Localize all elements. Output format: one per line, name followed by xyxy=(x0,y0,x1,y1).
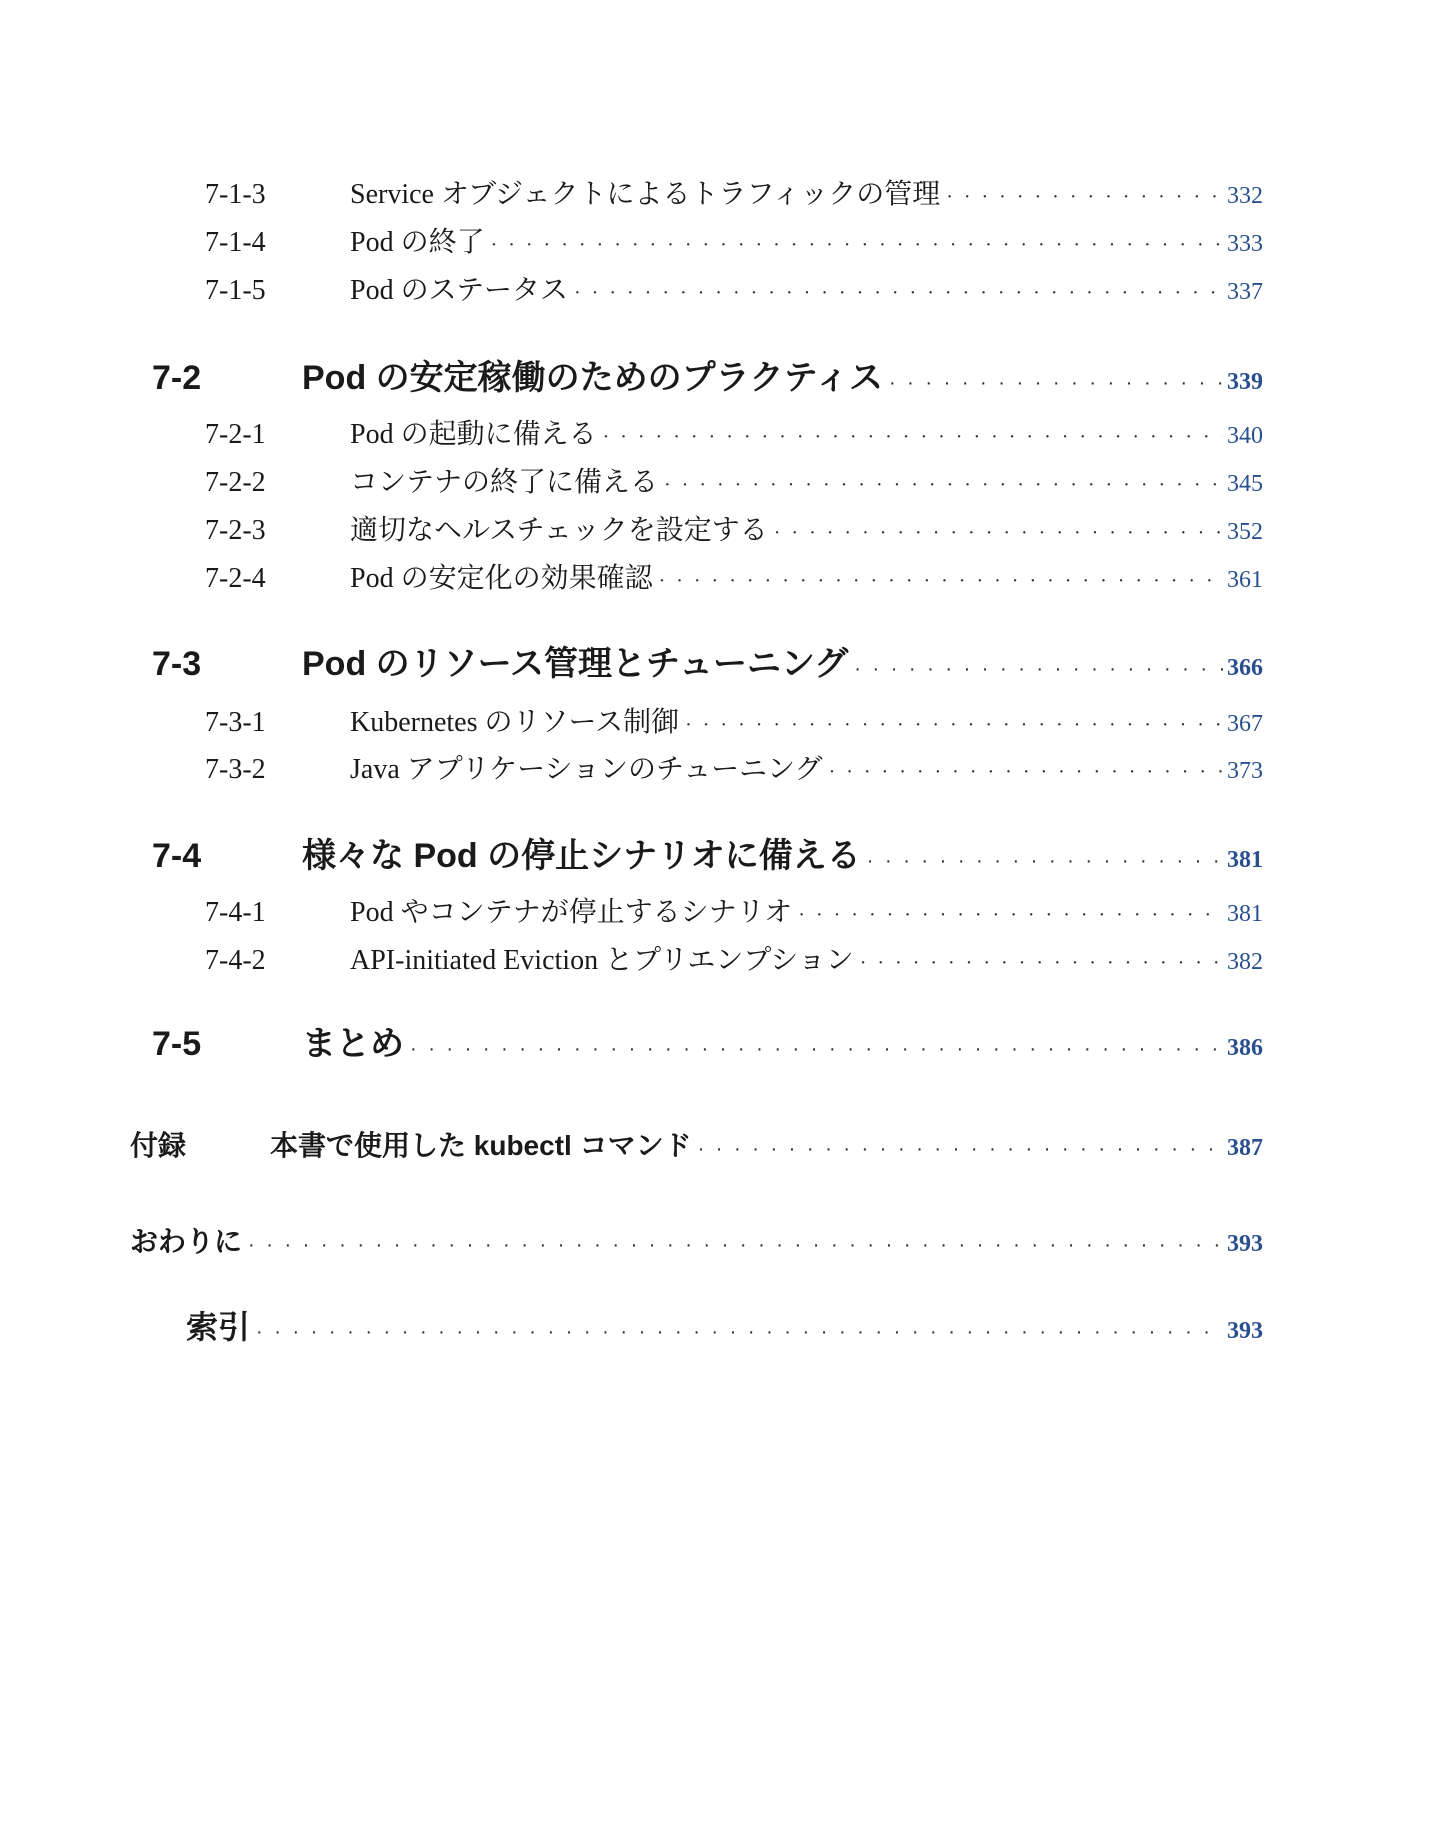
dot-leader xyxy=(248,1234,1223,1257)
section-title: 様々な Pod の停止シナリオに備える xyxy=(302,837,861,875)
section-number: 7-2 xyxy=(152,359,202,397)
dot-leader xyxy=(574,282,1223,305)
dot-leader xyxy=(664,474,1223,497)
section-title: Pod のリソース管理とチューニング xyxy=(302,645,849,683)
toc-appendix[interactable] xyxy=(130,1124,1263,1164)
entry-page: 340 xyxy=(1227,423,1263,449)
entry-number: 7-3-1 xyxy=(205,707,266,738)
section-number: 7-3 xyxy=(152,645,202,683)
toc-entry-7-2-4[interactable] xyxy=(205,556,1263,596)
toc-entry-7-3-1[interactable] xyxy=(205,700,1263,740)
section-page: 386 xyxy=(1227,1035,1263,1061)
section-number: 7-4 xyxy=(152,837,202,875)
entry-title: Service オブジェクトによるトラフィックの管理 xyxy=(350,179,941,210)
toc-entry-7-1-3[interactable] xyxy=(205,172,1263,212)
toc-entry-7-1-4[interactable] xyxy=(205,220,1263,260)
entry-title: Pod の安定化の効果確認 xyxy=(350,563,653,594)
section-page: 339 xyxy=(1227,369,1263,395)
dot-leader xyxy=(867,850,1223,873)
entry-number: 7-4-1 xyxy=(205,897,266,928)
dot-leader xyxy=(659,570,1223,593)
appendix-title: 本書で使用した kubectl コマンド xyxy=(270,1130,692,1161)
dot-leader xyxy=(854,658,1223,681)
dot-leader xyxy=(256,1321,1223,1344)
index-title: 索引 xyxy=(186,1309,251,1345)
dot-leader xyxy=(798,904,1223,927)
entry-title: Pod のステータス xyxy=(350,275,569,306)
section-title: まとめ xyxy=(302,1025,404,1063)
dot-leader xyxy=(946,186,1223,209)
toc-entry-7-2-2[interactable] xyxy=(205,460,1263,500)
entry-page: 345 xyxy=(1227,471,1263,497)
entry-number: 7-3-2 xyxy=(205,754,266,785)
entry-page: 367 xyxy=(1227,711,1263,737)
section-title: Pod の安定稼働のためのプラクティス xyxy=(302,359,883,397)
toc-section-7-5[interactable] xyxy=(152,1016,1263,1065)
appendix-label: 付録 xyxy=(130,1130,187,1161)
appendix-page: 387 xyxy=(1227,1135,1263,1161)
entry-page: 361 xyxy=(1227,567,1263,593)
index-page: 393 xyxy=(1227,1318,1263,1344)
entry-title: Pod やコンテナが停止するシナリオ xyxy=(350,897,793,928)
entry-number: 7-2-3 xyxy=(205,515,266,546)
dot-leader xyxy=(889,372,1223,395)
dot-leader xyxy=(774,522,1223,545)
toc-section-7-3[interactable] xyxy=(152,636,1263,685)
entry-page: 373 xyxy=(1227,758,1263,784)
toc-entry-7-1-5[interactable] xyxy=(205,268,1263,308)
entry-number: 7-2-1 xyxy=(205,419,266,450)
entry-title: Kubernetes のリソース制御 xyxy=(350,707,680,738)
entry-page: 381 xyxy=(1227,901,1263,927)
toc-section-7-4[interactable] xyxy=(152,828,1263,877)
entry-title: コンテナの終了に備える xyxy=(350,467,659,498)
entry-page: 337 xyxy=(1227,279,1263,305)
dot-leader xyxy=(860,952,1223,975)
section-page: 381 xyxy=(1227,847,1263,873)
entry-number: 7-2-2 xyxy=(205,467,266,498)
section-number: 7-5 xyxy=(152,1025,202,1063)
dot-leader xyxy=(698,1138,1223,1161)
dot-leader xyxy=(829,761,1223,784)
afterword-page: 393 xyxy=(1227,1231,1263,1257)
dot-leader xyxy=(685,714,1223,737)
entry-number: 7-1-3 xyxy=(205,179,266,210)
toc-entry-7-2-3[interactable] xyxy=(205,508,1263,548)
afterword-title: おわりに xyxy=(130,1226,243,1257)
entry-number: 7-1-4 xyxy=(205,227,266,258)
toc-afterword[interactable] xyxy=(130,1220,1263,1260)
entry-page: 352 xyxy=(1227,519,1263,545)
entry-page: 333 xyxy=(1227,231,1263,257)
toc-index[interactable] xyxy=(186,1302,1263,1348)
dot-leader xyxy=(410,1038,1223,1061)
dot-leader xyxy=(491,234,1223,257)
entry-title: Java アプリケーションのチューニング xyxy=(350,754,823,785)
toc-entry-7-4-1[interactable] xyxy=(205,890,1263,930)
entry-title: 適切なヘルスチェックを設定する xyxy=(350,515,768,546)
dot-leader xyxy=(603,426,1223,449)
entry-title: Pod の終了 xyxy=(350,227,485,258)
entry-number: 7-2-4 xyxy=(205,563,266,594)
entry-page: 382 xyxy=(1227,949,1263,975)
toc-section-7-2[interactable] xyxy=(152,350,1263,399)
entry-title: API-initiated Eviction とプリエンプション xyxy=(350,945,854,976)
entry-number: 7-4-2 xyxy=(205,945,266,976)
toc-entry-7-2-1[interactable] xyxy=(205,412,1263,452)
entry-page: 332 xyxy=(1227,183,1263,209)
toc-entry-7-3-2[interactable] xyxy=(205,747,1263,787)
toc-entry-7-4-2[interactable] xyxy=(205,938,1263,978)
section-page: 366 xyxy=(1227,655,1263,681)
entry-title: Pod の起動に備える xyxy=(350,419,597,450)
entry-number: 7-1-5 xyxy=(205,275,266,306)
